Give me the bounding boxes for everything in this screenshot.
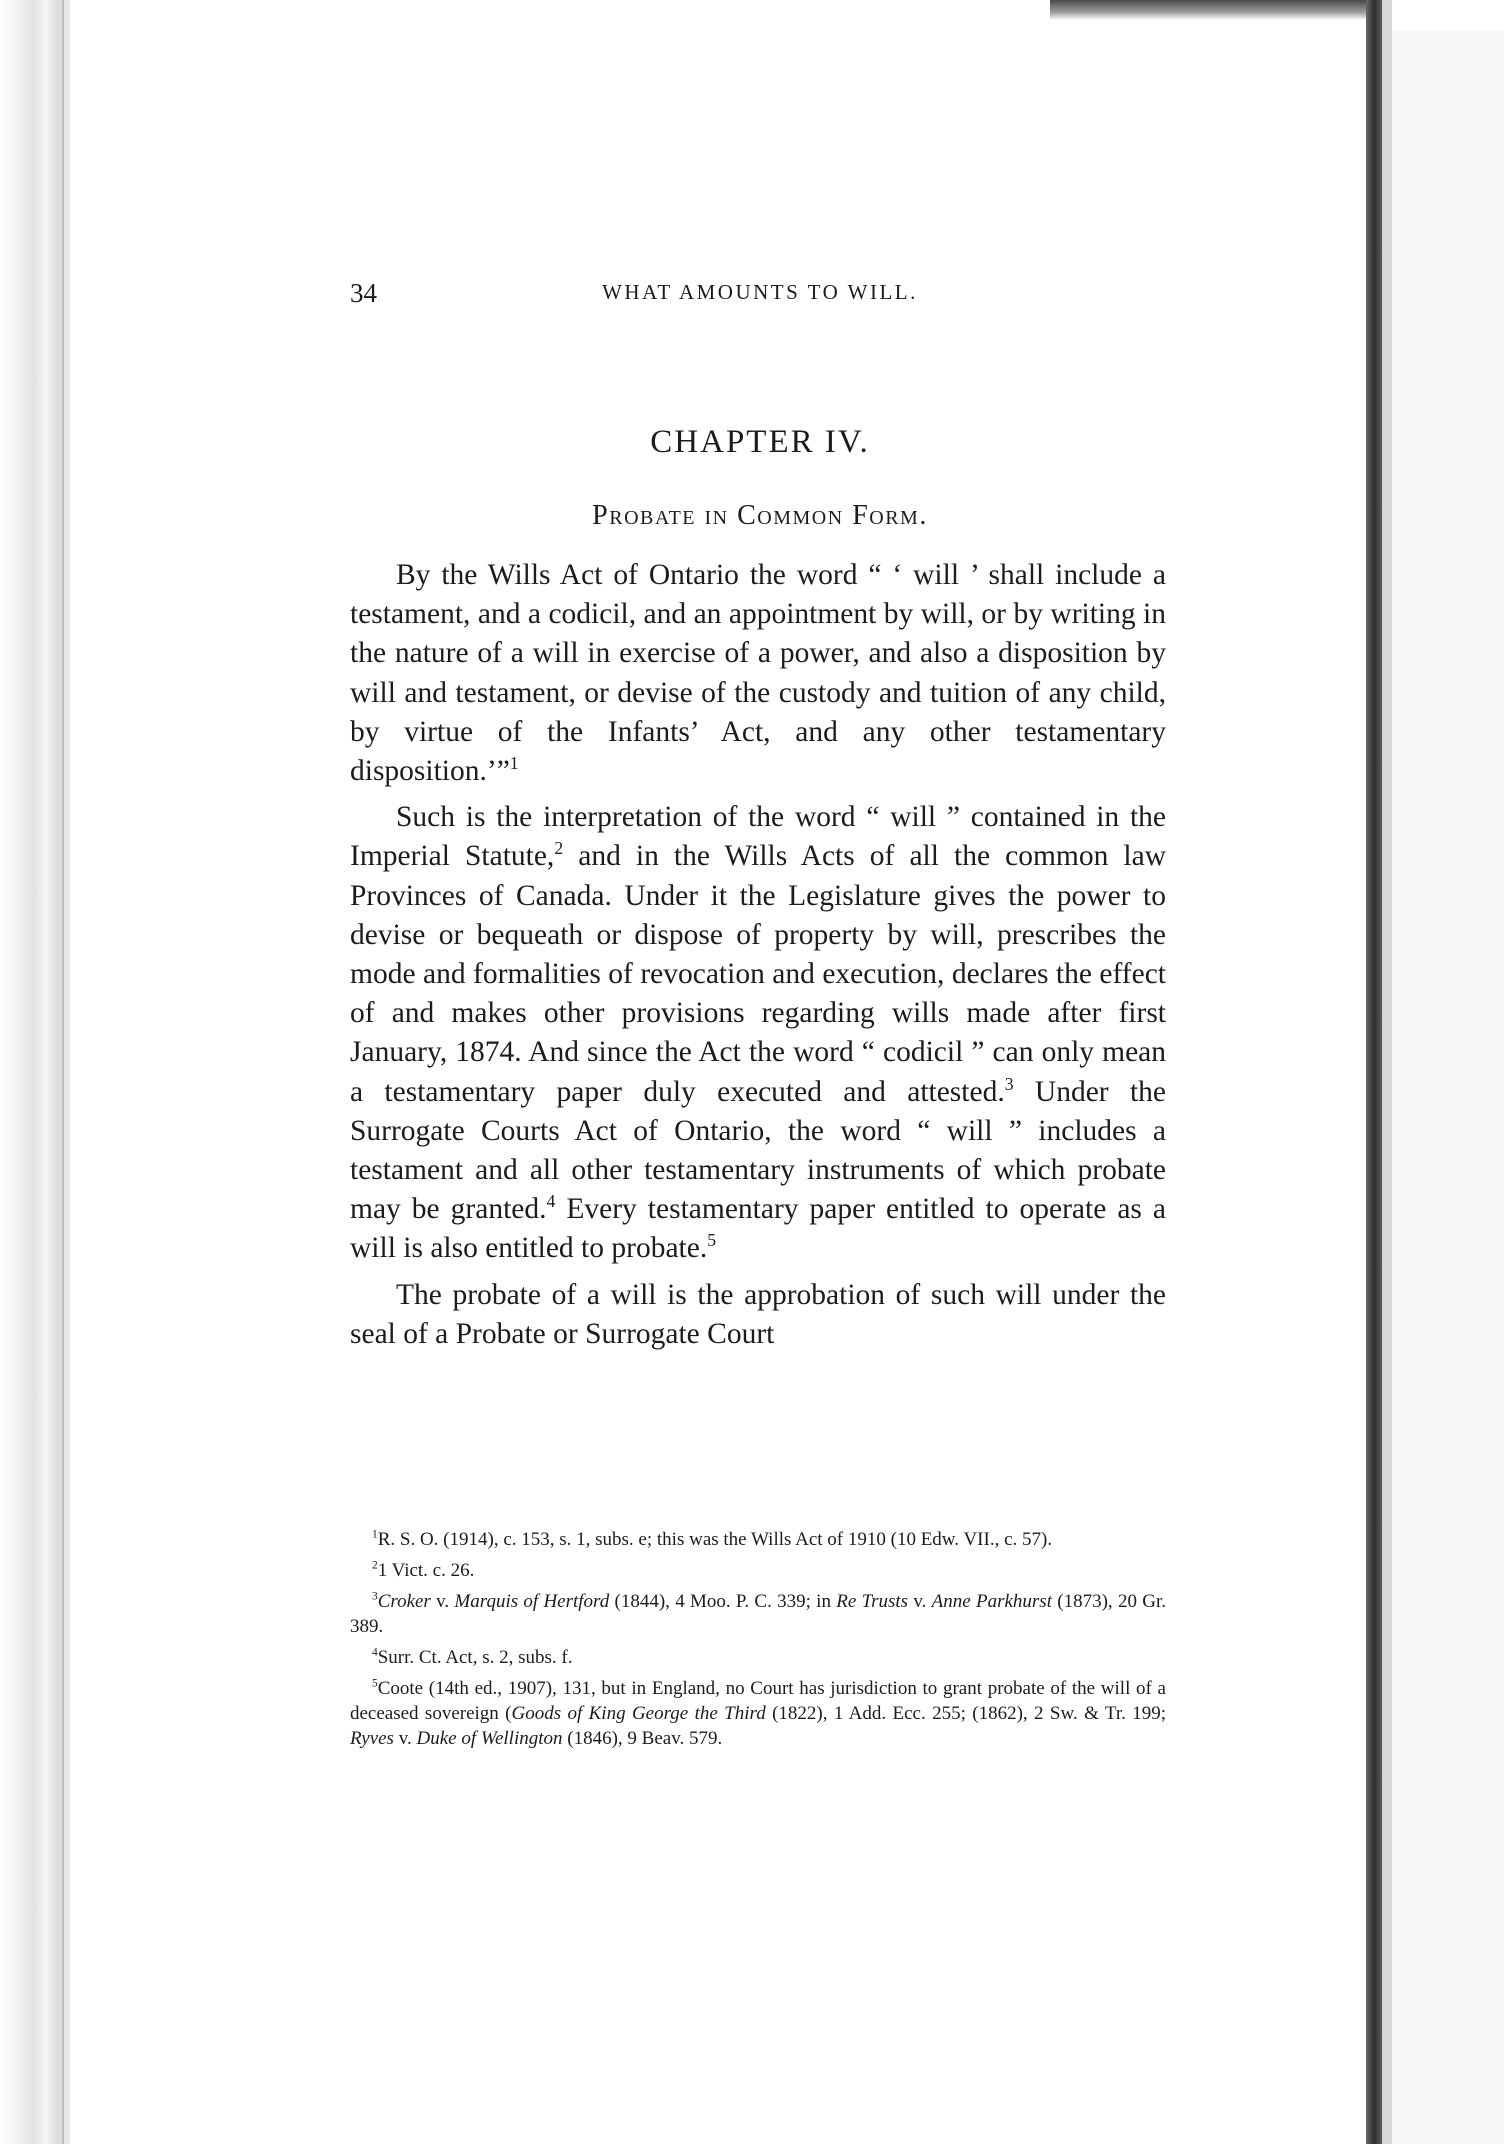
footnote-2: [350, 1558, 1166, 1583]
paragraph-2-text-c: Under the Surrogate Courts Act of Ontario, the word “ will ” includes a testament and all other testamentary instruments of which probate may be granted.: [350, 1075, 1166, 1226]
case-name-hertford: Marquis of Hertford: [454, 1591, 610, 1612]
book-gutter: [1382, 0, 1392, 2144]
paragraph-2-text-b: and in the Wills Acts of all the common law Provinces of Canada. Under it the Legislature gives the power to devise or bequeath or dispose of property by will, prescribes the mode and formalities of revocation and execution, declares the effect of and makes other provisions regarding wills made after first January, 1874. And since the Act the word “ codicil ” can only mean a testamentary paper duly executed and attested.: [350, 840, 1167, 1108]
footnotes: [350, 1527, 1166, 1757]
scan-top-shadow: [1050, 0, 1380, 20]
footnote-4-number: 4: [372, 1646, 378, 1659]
footnote-5-v: v.: [393, 1728, 417, 1749]
footnote-5-text-a: Coote (14th ed., 1907), 131, but in England, no Court has jurisdiction to grant probate of the will of a deceased sovereign (: [350, 1678, 1166, 1724]
paragraph-2-text-a: Such is the interpretation of the word “ will ” contained in the Imperial Statute,: [350, 801, 1166, 873]
paragraph-3-text: The probate of a will is the approbation of such will under the seal of a Probate or Surrogate Court: [350, 1278, 1166, 1350]
footnote-2-text: 1 Vict. c. 26.: [377, 1560, 475, 1581]
footnote-1: [350, 1527, 1166, 1552]
footnote-5-text-c: (1822), 1 Add. Ecc. 255; (1862), 2 Sw. & Tr. 199;: [765, 1703, 1166, 1724]
case-name-croker: Croker: [377, 1591, 431, 1612]
footnote-ref-3: 3: [1004, 1073, 1014, 1094]
footnote-3-v1: v.: [430, 1591, 455, 1612]
case-name-wellington: Duke of Wellington: [416, 1728, 563, 1749]
footnote-3-cite2: (1873), 20 Gr. 389.: [350, 1591, 1166, 1637]
paragraph-3: [350, 1276, 1166, 1354]
running-title: WHAT AMOUNTS TO WILL.: [602, 280, 918, 304]
case-name-re-trusts: Re Trusts: [836, 1591, 909, 1612]
body-text: [350, 556, 1166, 1354]
footnote-5-text-g: (1846), 9 Beav. 579.: [562, 1728, 723, 1749]
section-title: Probate in Common Form.: [592, 500, 928, 531]
footnote-1-number: 1: [372, 1528, 378, 1541]
footnote-3-number: 3: [372, 1590, 378, 1603]
chapter-title: CHAPTER IV.: [650, 424, 870, 460]
case-name-king-george: Goods of King George the Third: [511, 1703, 766, 1724]
footnote-4: [350, 1645, 1166, 1670]
paragraph-2-text-d: Every testamentary paper entitled to operate as a will is also entitled to probate.: [350, 1193, 1167, 1265]
page-stack-line: [62, 0, 64, 2144]
paragraph-2: [350, 798, 1166, 1268]
running-head: [350, 278, 1170, 308]
book-spine-shadow: [1366, 0, 1382, 2144]
facing-page-edge: [1392, 30, 1504, 2144]
footnote-5: [350, 1676, 1166, 1751]
footnote-2-number: 2: [372, 1559, 378, 1572]
paragraph-1-text: By the Wills Act of Ontario the word “ ‘ will ’ shall include a testament, and a codicil, and an appointment by will, or by writing in the nature of a will in exercise of a power, and also a disposition by will and testament, or devise of the custody and tuition of any child, by virtue of the Infants’ Act, and any other testamentary disposition.’”: [350, 559, 1166, 788]
case-name-parkhurst: Anne Parkhurst: [931, 1591, 1052, 1612]
book-left-edge: [0, 0, 70, 2144]
footnote-3: [350, 1589, 1166, 1639]
page-number: 34: [350, 278, 377, 308]
footnote-5-number: 5: [372, 1677, 378, 1690]
footnote-3-cite1: (1844), 4 Moo. P. C. 339; in: [609, 1591, 837, 1612]
footnote-ref-1: 1: [509, 753, 519, 774]
footnote-ref-2: 2: [554, 838, 564, 859]
footnote-ref-5: 5: [707, 1230, 717, 1251]
footnote-1-text: R. S. O. (1914), c. 153, s. 1, subs. e; this was the Wills Act of 1910 (10 Edw. VII., c. 57).: [377, 1529, 1053, 1550]
footnote-3-v2: v.: [908, 1591, 932, 1612]
footnote-4-text: Surr. Ct. Act, s. 2, subs. f.: [377, 1647, 573, 1668]
paragraph-1: [350, 556, 1166, 791]
case-name-ryves: Ryves: [350, 1728, 394, 1749]
footnote-ref-4: 4: [546, 1191, 556, 1212]
